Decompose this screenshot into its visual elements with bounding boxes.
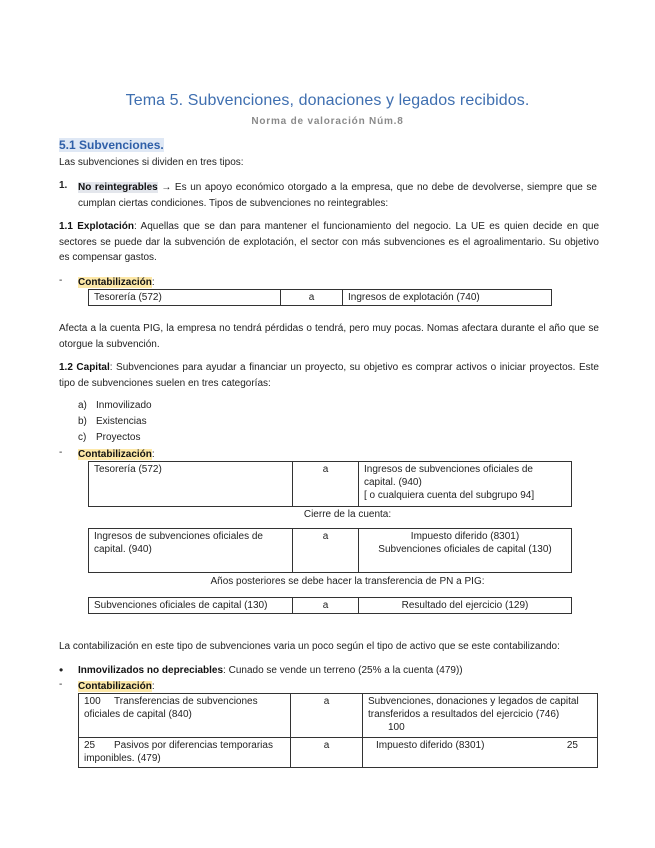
credit-cell: Ingresos de subvenciones oficiales de capital. (940) [ o cualquiera cuenta del subgrupo 94] [359,462,572,507]
paragraph-explotacion: 1.1 Explotación: Aquellas que se dan para mantener el funcionamiento del negocio. La UE es quien decide en que sectores se puede dar la subvención de explotación, el sector con más subvenciones es el agroalimentario. Su objetivo es compensar gastos. [59,221,599,263]
debit-cell: Subvenciones oficiales de capital (130) [89,598,293,614]
journal-table-3 [88,528,572,573]
mid-cell: a [293,462,359,507]
credit-cell: Resultado del ejercicio (129) [359,598,572,614]
section-intro: Las subvenciones si dividen en tres tipos: [59,157,244,168]
mid-cell: a [291,738,363,768]
term-no-reintegrables: No reintegrables [78,182,158,193]
journal-table-4 [88,597,572,614]
paragraph-capital: 1.2 Capital: Subvenciones para ayudar a financiar un proyecto, su objetivo es comprar activos o iniciar proyectos. Este tipo de subvenciones suelen en tres categorías: [59,362,599,389]
dash-marker: - [59,679,63,690]
paragraph-varia: La contabilización en este tipo de subvenciones varia un poco según el tipo de activo que se este contabilizando: [59,641,560,652]
term-inmovilizados: Inmovilizados no depreciables [78,665,224,676]
list-item: b) Existencias [78,416,147,427]
term-explotacion: 1.1 Explotación [59,221,134,232]
debit-cell: 100 Transferencias de subvenciones oficiales de capital (840) [79,694,291,738]
debit-cell: Tesorería (572) [89,290,281,306]
table-row [89,290,552,306]
table-row [79,738,598,768]
mid-cell: a [291,694,363,738]
credit-cell: Impuesto diferido (8301) 25 [363,738,598,768]
bullet-inmovilizados: Inmovilizados no depreciables: Cunado se vende un terreno (25% a la cuenta (479)) [78,665,463,676]
debit-cell: Ingresos de subvenciones oficiales de capital. (940) [89,529,293,573]
journal-table-5 [78,693,598,768]
dash-marker: - [59,447,63,458]
mid-cell: a [293,598,359,614]
mid-cell: a [281,290,343,306]
mid-cell: a [293,529,359,573]
table-row [89,598,572,614]
journal-table-2 [88,461,572,507]
term-capital: 1.2 Capital [59,362,110,373]
debit-cell: Tesorería (572) [89,462,293,507]
contabilizacion-label-1: Contabilización: [78,277,155,288]
document-title: Tema 5. Subvenciones, donaciones y legados recibidos. [125,92,530,109]
table-row [79,694,598,738]
caption-anos: Años posteriores se debe hacer la transferencia de PN a PIG: [210,576,485,587]
journal-table-1 [88,289,552,306]
credit-cell: Ingresos de explotación (740) [343,290,552,306]
debit-cell: 25 Pasivos por diferencias temporarias imponibles. (479) [79,738,291,768]
document-subtitle: Norma de valoración Núm.8 [251,116,404,127]
table-row [89,529,572,573]
section-title: 5.1 Subvenciones. [59,138,164,152]
dash-marker: - [59,275,63,286]
list-item: c) Proyectos [78,432,141,443]
credit-cell: Impuesto diferido (8301) Subvenciones oficiales de capital (130) [359,529,572,573]
caption-cierre: Cierre de la cuenta: [303,509,392,520]
item-no-reintegrables: No reintegrables → Es un apoyo económico otorgado a la empresa, que no debe de devolverse, siempre que se cumplan ciertas condiciones. Tipos de subvenciones no reintegrables: [78,182,597,209]
paragraph-afecta: Afecta a la cuenta PIG, la empresa no tendrá pérdidas o tendrá, pero muy pocas. Nomas afectara durante el año que se otorgue la subvención. [59,323,599,350]
bullet-icon: • [59,663,64,677]
contabilizacion-label-2: Contabilización: [78,449,155,460]
item-number: 1. [59,180,68,191]
list-item: a) Inmovilizado [78,400,152,411]
table-row [89,462,572,507]
contabilizacion-label-3: Contabilización: [78,681,155,692]
credit-cell: Subvenciones, donaciones y legados de capital transferidos a resultados del ejercicio (746) 100 [363,694,598,738]
